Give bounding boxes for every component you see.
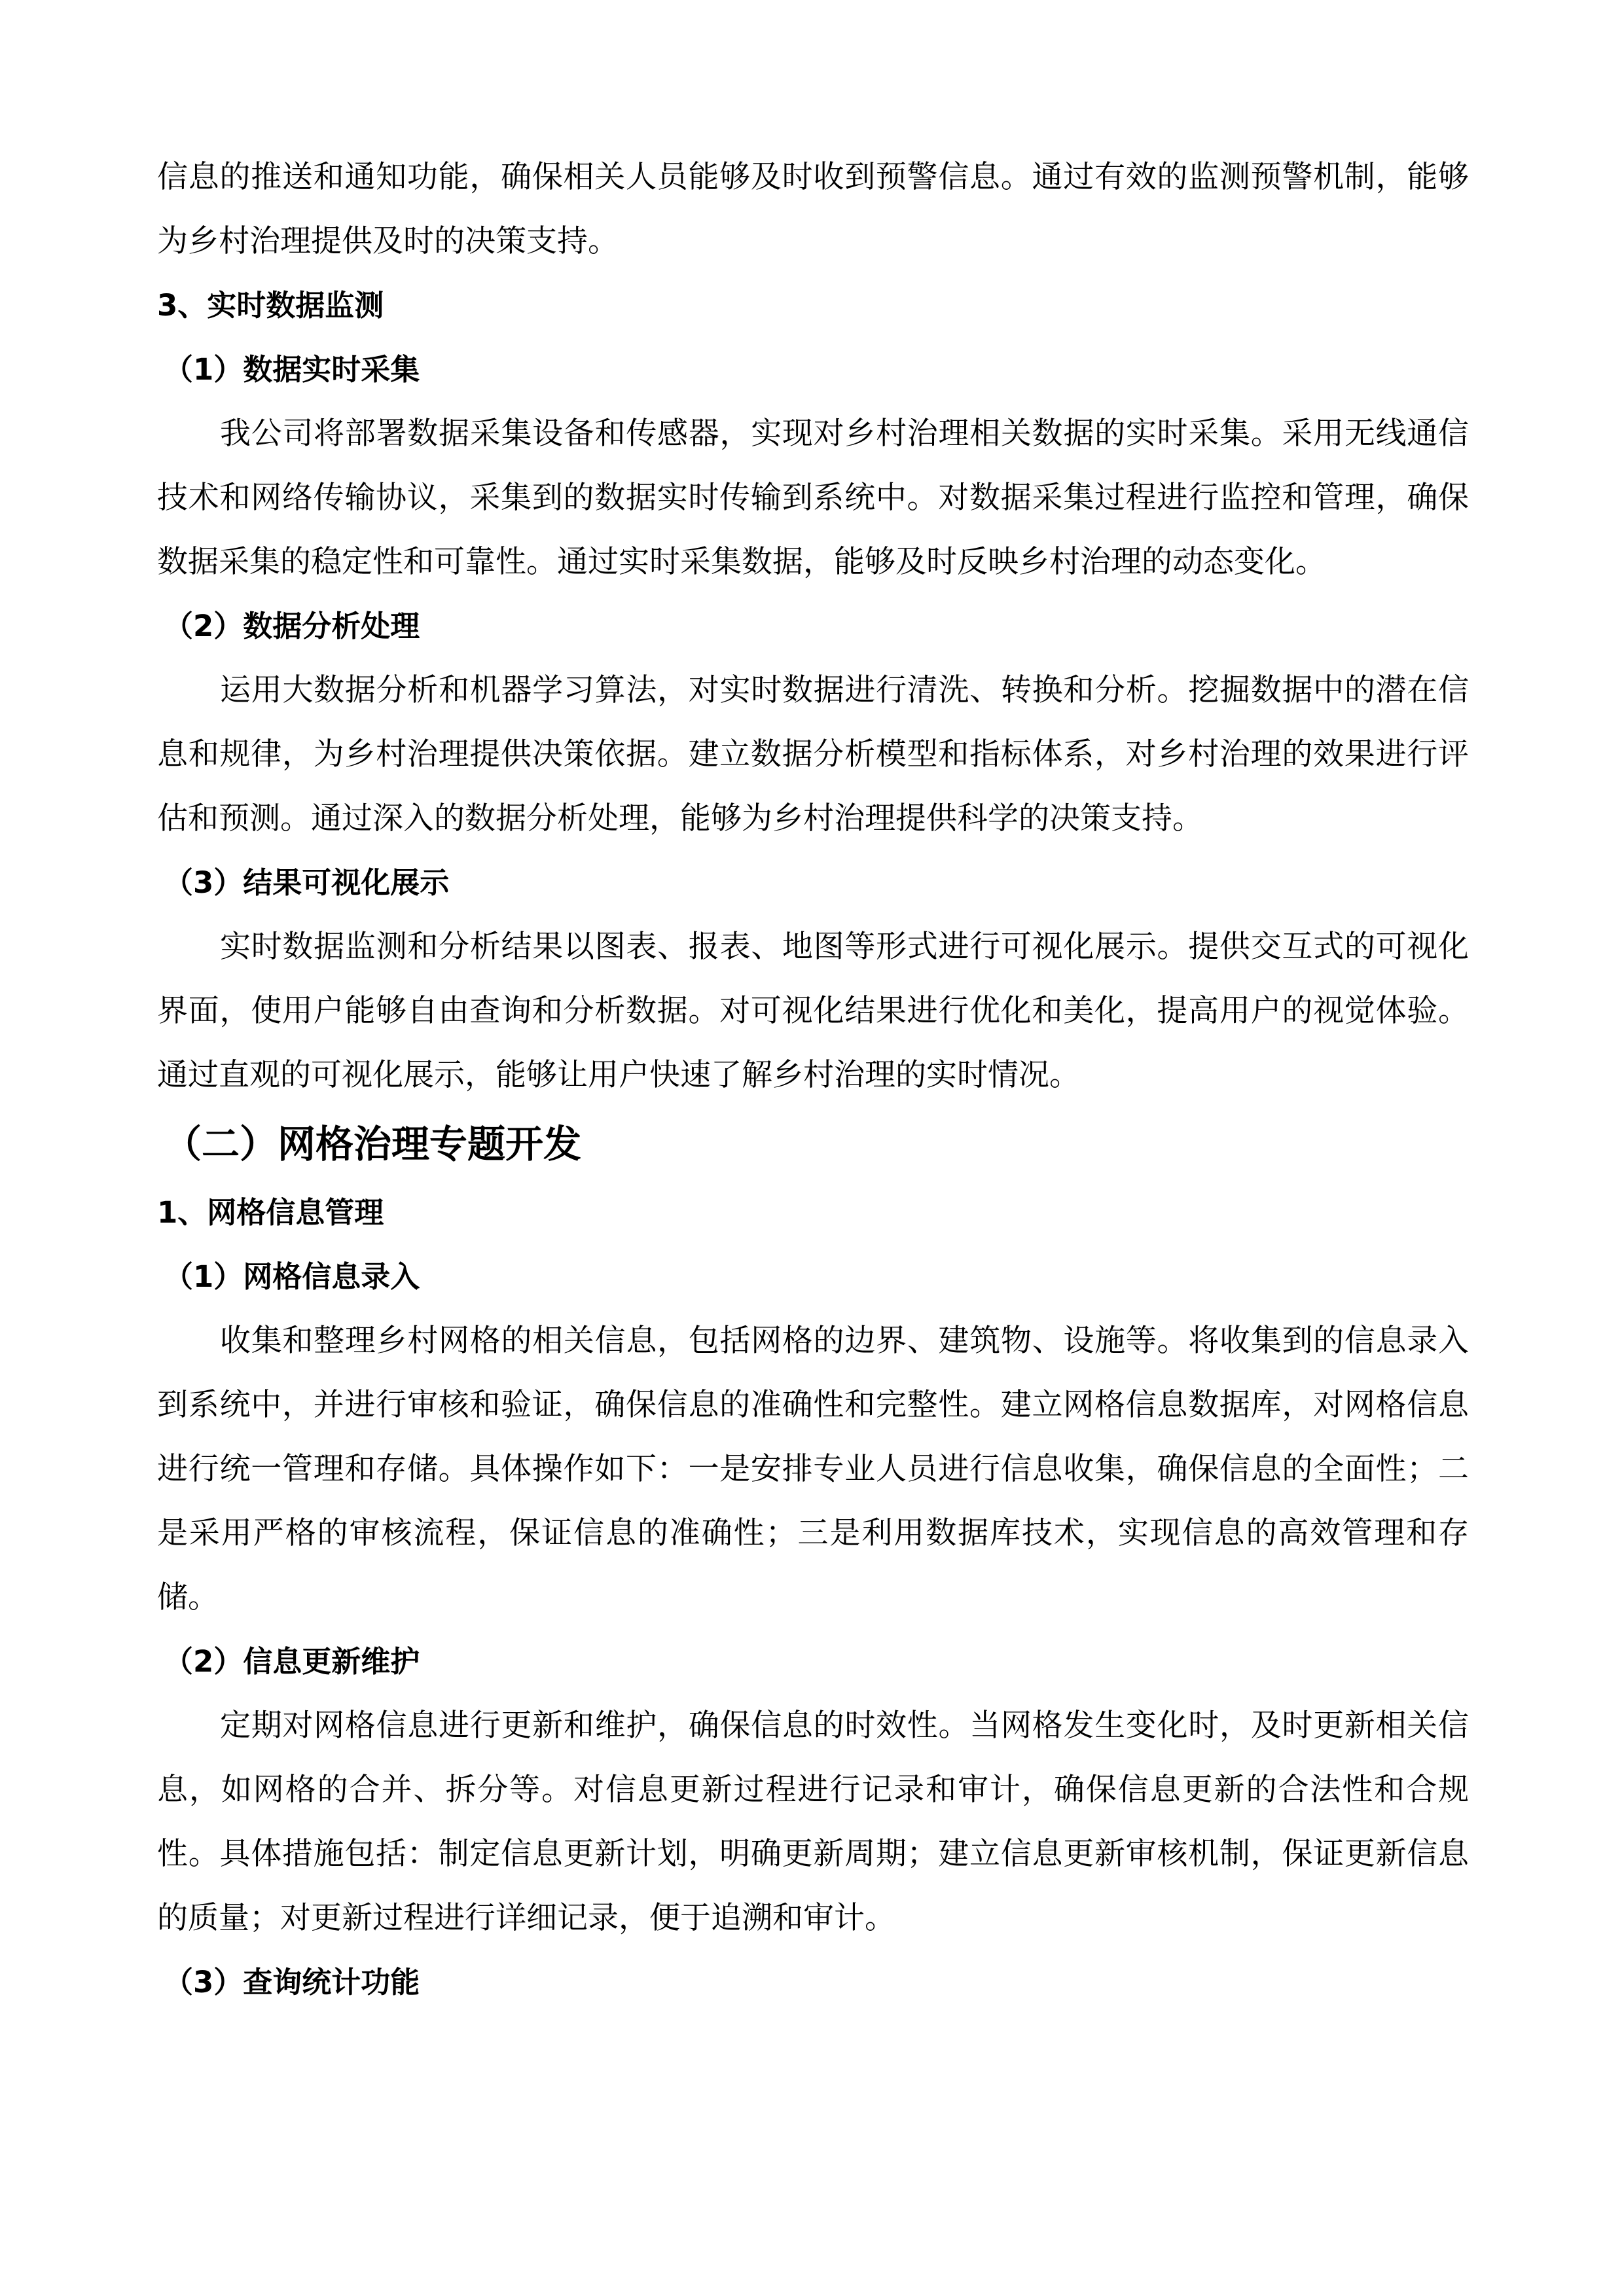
heading-grid-governance: （二）网格治理专题开发 (164, 1122, 582, 1166)
heading-data-analysis: （2）数据分析处理 (164, 609, 420, 643)
paragraph-data-analysis: 运用大数据分析和机器学习算法，对实时数据进行清洗、转换和分析。挖掘数据中的潜在信息和规律，为乡村治理提供决策依据。建立数据分析模型和指标体系，对乡村治理的效果进行评估和预测。通过深入的数据分析处理，能够为乡村治理提供科学的决策支持。 (157, 672, 1469, 836)
heading-realtime-collection: （1）数据实时采集 (164, 352, 420, 387)
paragraph-realtime-collection: 我公司将部署数据采集设备和传感器，实现对乡村治理相关数据的实时采集。采用无线通信技术和网络传输协议，采集到的数据实时传输到系统中。对数据采集过程进行监控和管理，确保数据采集的稳定性和可靠性。通过实时采集数据，能够及时反映乡村治理的动态变化。 (157, 416, 1469, 580)
heading-info-update: （2）信息更新维护 (164, 1644, 420, 1679)
paragraph-grid-info-entry: 收集和整理乡村网格的相关信息，包括网格的边界、建筑物、设施等。将收集到的信息录入到系统中，并进行审核和验证，确保信息的准确性和完整性。建立网格信息数据库，对网格信息进行统一管理和存储。具体操作如下：一是安排专业人员进行信息收集，确保信息的全面性；二是采用严格的审核流程，保证信息的准确性；三是利用数据库技术，实现信息的高效管理和存储。 (157, 1323, 1469, 1615)
heading-visualization: （3）结果可视化展示 (164, 865, 450, 900)
document-body (157, 145, 1469, 2015)
paragraph-info-update: 定期对网格信息进行更新和维护，确保信息的时效性。当网格发生变化时，及时更新相关信息，如网格的合并、拆分等。对信息更新过程进行记录和审计，确保信息更新的合法性和合规性。具体措施包括：制定信息更新计划，明确更新周期；建立信息更新审核机制，保证更新信息的质量；对更新过程进行详细记录，便于追溯和审计。 (157, 1708, 1469, 1936)
paragraph-alert-notification: 信息的推送和通知功能，确保相关人员能够及时收到预警信息。通过有效的监测预警机制，能够为乡村治理提供及时的决策支持。 (157, 159, 1469, 259)
heading-query-statistics: （3）查询统计功能 (164, 1965, 420, 2000)
heading-grid-info-entry: （1）网格信息录入 (164, 1259, 420, 1294)
heading-realtime-monitoring: 3、实时数据监测 (157, 288, 384, 323)
paragraph-visualization: 实时数据监测和分析结果以图表、报表、地图等形式进行可视化展示。提供交互式的可视化界面，使用户能够自由查询和分析数据。对可视化结果进行优化和美化，提高用户的视觉体验。通过直观的可视化展示，能够让用户快速了解乡村治理的实时情况。 (157, 929, 1469, 1093)
heading-grid-info-management: 1、网格信息管理 (157, 1195, 384, 1230)
